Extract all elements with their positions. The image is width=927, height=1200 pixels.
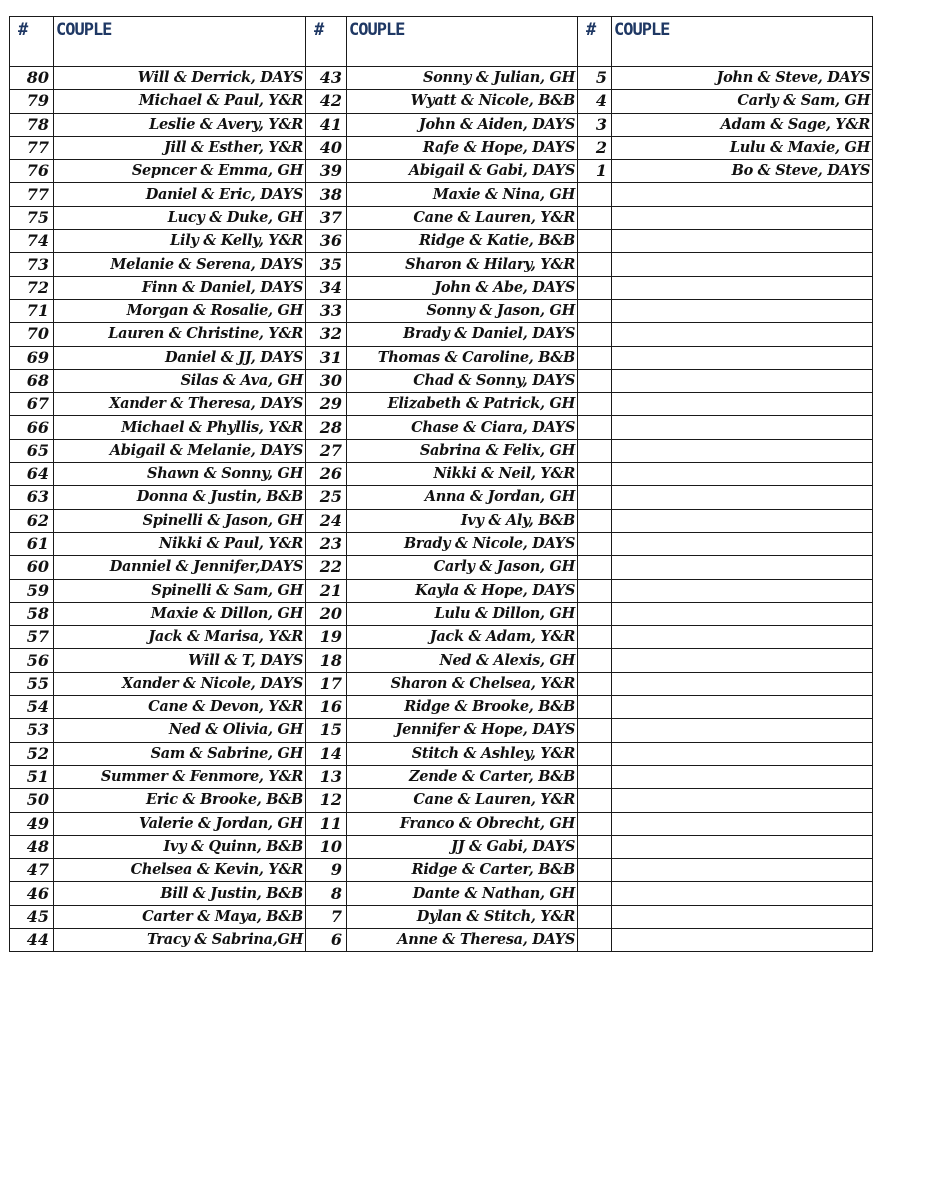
couple-cell <box>612 323 873 346</box>
couple-cell: Chase & Ciara, DAYS <box>347 416 578 439</box>
couple-cell: Rafe & Hope, DAYS <box>347 136 578 159</box>
table-row <box>10 439 873 462</box>
rank-cell: 78 <box>10 113 54 136</box>
rank-cell <box>578 323 612 346</box>
rank-cell: 66 <box>10 416 54 439</box>
couple-cell <box>612 696 873 719</box>
couple-cell: Lulu & Dillon, GH <box>347 602 578 625</box>
rank-cell: 63 <box>10 486 54 509</box>
table-row <box>10 67 873 90</box>
couple-cell: Silas & Ava, GH <box>54 369 306 392</box>
couple-cell <box>612 812 873 835</box>
couple-cell: Ridge & Carter, B&B <box>347 859 578 882</box>
couple-cell: Kayla & Hope, DAYS <box>347 579 578 602</box>
couple-cell: Jack & Adam, Y&R <box>347 626 578 649</box>
couple-cell: Brady & Nicole, DAYS <box>347 532 578 555</box>
table-row <box>10 812 873 835</box>
table-row <box>10 835 873 858</box>
couple-cell: Thomas & Caroline, B&B <box>347 346 578 369</box>
couple-cell: Carly & Sam, GH <box>612 90 873 113</box>
couple-cell: Jack & Marisa, Y&R <box>54 626 306 649</box>
couple-cell: Sharon & Hilary, Y&R <box>347 253 578 276</box>
rank-cell <box>578 626 612 649</box>
couple-cell: Tracy & Sabrina,GH <box>54 928 306 951</box>
rank-cell: 5 <box>578 67 612 90</box>
rank-cell: 22 <box>306 556 347 579</box>
couple-cell <box>612 206 873 229</box>
couple-cell: Spinelli & Sam, GH <box>54 579 306 602</box>
rank-cell <box>578 463 612 486</box>
rank-cell <box>578 765 612 788</box>
rank-cell: 8 <box>306 882 347 905</box>
couple-cell: Carter & Maya, B&B <box>54 905 306 928</box>
rank-cell: 60 <box>10 556 54 579</box>
couple-cell <box>612 299 873 322</box>
table-row <box>10 463 873 486</box>
couple-cell: Michael & Paul, Y&R <box>54 90 306 113</box>
couples-ranking-table <box>9 16 873 952</box>
couple-cell: Brady & Daniel, DAYS <box>347 323 578 346</box>
rank-cell: 54 <box>10 696 54 719</box>
couple-cell: Xander & Nicole, DAYS <box>54 672 306 695</box>
table-row <box>10 532 873 555</box>
couple-header-2: COUPLE <box>347 17 578 67</box>
table-row <box>10 742 873 765</box>
rank-cell <box>578 486 612 509</box>
rank-cell: 31 <box>306 346 347 369</box>
rank-cell: 61 <box>10 532 54 555</box>
rank-cell: 17 <box>306 672 347 695</box>
couple-header-3: COUPLE <box>612 17 873 67</box>
couple-cell: Stitch & Ashley, Y&R <box>347 742 578 765</box>
rank-cell: 23 <box>306 532 347 555</box>
rank-cell <box>578 719 612 742</box>
couple-cell: Sabrina & Felix, GH <box>347 439 578 462</box>
couple-cell <box>612 556 873 579</box>
couple-cell: Ned & Alexis, GH <box>347 649 578 672</box>
couple-cell <box>612 626 873 649</box>
rank-cell: 62 <box>10 509 54 532</box>
rank-cell: 49 <box>10 812 54 835</box>
rank-cell <box>578 812 612 835</box>
rank-cell: 29 <box>306 393 347 416</box>
table-row <box>10 393 873 416</box>
couple-cell: John & Steve, DAYS <box>612 67 873 90</box>
couple-cell: Franco & Obrecht, GH <box>347 812 578 835</box>
couple-cell: Melanie & Serena, DAYS <box>54 253 306 276</box>
couple-cell: Anne & Theresa, DAYS <box>347 928 578 951</box>
couple-cell: Dante & Nathan, GH <box>347 882 578 905</box>
couple-cell: Sonny & Jason, GH <box>347 299 578 322</box>
couple-cell: Jennifer & Hope, DAYS <box>347 719 578 742</box>
table-row <box>10 416 873 439</box>
couple-cell: Finn & Daniel, DAYS <box>54 276 306 299</box>
couple-cell: Daniel & Eric, DAYS <box>54 183 306 206</box>
rank-cell: 73 <box>10 253 54 276</box>
rank-cell: 15 <box>306 719 347 742</box>
rank-cell: 47 <box>10 859 54 882</box>
table-row <box>10 602 873 625</box>
rank-cell <box>578 742 612 765</box>
rank-cell: 79 <box>10 90 54 113</box>
couple-cell: Cane & Devon, Y&R <box>54 696 306 719</box>
couple-cell <box>612 882 873 905</box>
couple-cell <box>612 789 873 812</box>
rank-cell: 28 <box>306 416 347 439</box>
table-row <box>10 183 873 206</box>
rank-cell: 21 <box>306 579 347 602</box>
rank-cell <box>578 579 612 602</box>
rank-cell: 51 <box>10 765 54 788</box>
couple-cell <box>612 532 873 555</box>
couple-cell: Morgan & Rosalie, GH <box>54 299 306 322</box>
couple-cell: Cane & Lauren, Y&R <box>347 206 578 229</box>
rank-cell: 3 <box>578 113 612 136</box>
couple-cell: Lulu & Maxie, GH <box>612 136 873 159</box>
table-row <box>10 905 873 928</box>
rank-cell: 64 <box>10 463 54 486</box>
rank-cell: 10 <box>306 835 347 858</box>
couple-cell: Sonny & Julian, GH <box>347 67 578 90</box>
couple-cell: Will & Derrick, DAYS <box>54 67 306 90</box>
table-row <box>10 346 873 369</box>
couple-cell <box>612 416 873 439</box>
rank-cell: 52 <box>10 742 54 765</box>
rank-cell: 35 <box>306 253 347 276</box>
rank-cell <box>578 253 612 276</box>
couple-cell: Ned & Olivia, GH <box>54 719 306 742</box>
couple-cell: Cane & Lauren, Y&R <box>347 789 578 812</box>
couple-cell <box>612 393 873 416</box>
rank-cell: 18 <box>306 649 347 672</box>
rank-cell <box>578 835 612 858</box>
rank-cell: 34 <box>306 276 347 299</box>
rank-cell <box>578 183 612 206</box>
rank-cell: 27 <box>306 439 347 462</box>
rank-cell: 48 <box>10 835 54 858</box>
couple-cell <box>612 230 873 253</box>
rank-cell <box>578 789 612 812</box>
rank-cell: 68 <box>10 369 54 392</box>
couple-cell <box>612 602 873 625</box>
table-row <box>10 230 873 253</box>
table-row <box>10 369 873 392</box>
rank-cell: 40 <box>306 136 347 159</box>
rank-cell: 80 <box>10 67 54 90</box>
couple-cell: Lauren & Christine, Y&R <box>54 323 306 346</box>
rank-header-1: # <box>10 17 54 67</box>
couple-cell <box>612 719 873 742</box>
couple-cell: Summer & Fenmore, Y&R <box>54 765 306 788</box>
rank-cell: 30 <box>306 369 347 392</box>
couple-cell: Ivy & Aly, B&B <box>347 509 578 532</box>
rank-cell <box>578 672 612 695</box>
rank-cell: 75 <box>10 206 54 229</box>
couple-cell: Chad & Sonny, DAYS <box>347 369 578 392</box>
couple-cell: Michael & Phyllis, Y&R <box>54 416 306 439</box>
rank-header-3: # <box>578 17 612 67</box>
couple-cell <box>612 253 873 276</box>
couple-cell: Lucy & Duke, GH <box>54 206 306 229</box>
rank-cell: 57 <box>10 626 54 649</box>
couple-cell: Sam & Sabrine, GH <box>54 742 306 765</box>
couple-cell: John & Abe, DAYS <box>347 276 578 299</box>
rank-cell: 74 <box>10 230 54 253</box>
rank-cell: 26 <box>306 463 347 486</box>
couple-cell: Jill & Esther, Y&R <box>54 136 306 159</box>
rank-cell: 12 <box>306 789 347 812</box>
couple-cell <box>612 928 873 951</box>
rank-cell: 39 <box>306 160 347 183</box>
rank-cell: 16 <box>306 696 347 719</box>
rank-cell: 69 <box>10 346 54 369</box>
couple-cell: Maxie & Dillon, GH <box>54 602 306 625</box>
couple-cell: Will & T, DAYS <box>54 649 306 672</box>
couple-cell <box>612 276 873 299</box>
table-row <box>10 206 873 229</box>
rank-cell <box>578 299 612 322</box>
couple-cell: Elizabeth & Patrick, GH <box>347 393 578 416</box>
rank-cell: 7 <box>306 905 347 928</box>
couple-cell: Danniel & Jennifer,DAYS <box>54 556 306 579</box>
couple-cell: John & Aiden, DAYS <box>347 113 578 136</box>
rank-cell <box>578 439 612 462</box>
couple-cell <box>612 742 873 765</box>
rank-cell: 59 <box>10 579 54 602</box>
rank-cell: 38 <box>306 183 347 206</box>
table-row <box>10 299 873 322</box>
table-row <box>10 882 873 905</box>
rank-cell: 72 <box>10 276 54 299</box>
table-row <box>10 765 873 788</box>
rank-cell <box>578 393 612 416</box>
table-body <box>10 67 873 952</box>
rank-cell: 37 <box>306 206 347 229</box>
rank-cell: 77 <box>10 136 54 159</box>
rank-cell: 33 <box>306 299 347 322</box>
rank-cell <box>578 230 612 253</box>
couple-cell: Spinelli & Jason, GH <box>54 509 306 532</box>
rank-cell: 19 <box>306 626 347 649</box>
table-row <box>10 160 873 183</box>
couple-cell: Nikki & Paul, Y&R <box>54 532 306 555</box>
rank-cell: 25 <box>306 486 347 509</box>
rank-cell <box>578 905 612 928</box>
table-row <box>10 789 873 812</box>
couple-cell: Adam & Sage, Y&R <box>612 113 873 136</box>
couple-cell: Daniel & JJ, DAYS <box>54 346 306 369</box>
rank-cell: 24 <box>306 509 347 532</box>
couple-cell <box>612 905 873 928</box>
couple-cell: Ivy & Quinn, B&B <box>54 835 306 858</box>
couple-cell: Valerie & Jordan, GH <box>54 812 306 835</box>
couple-cell <box>612 369 873 392</box>
table-row <box>10 509 873 532</box>
couple-cell: Ridge & Brooke, B&B <box>347 696 578 719</box>
rank-cell <box>578 928 612 951</box>
couple-cell <box>612 672 873 695</box>
rank-cell <box>578 416 612 439</box>
couple-cell <box>612 859 873 882</box>
couple-cell: Sepncer & Emma, GH <box>54 160 306 183</box>
couple-cell: JJ & Gabi, DAYS <box>347 835 578 858</box>
rank-cell: 50 <box>10 789 54 812</box>
couple-cell: Chelsea & Kevin, Y&R <box>54 859 306 882</box>
header-row <box>10 17 873 67</box>
couple-cell: Ridge & Katie, B&B <box>347 230 578 253</box>
rank-cell: 9 <box>306 859 347 882</box>
rank-cell: 1 <box>578 160 612 183</box>
couple-cell: Sharon & Chelsea, Y&R <box>347 672 578 695</box>
rank-cell: 45 <box>10 905 54 928</box>
rank-cell: 20 <box>306 602 347 625</box>
couple-cell: Eric & Brooke, B&B <box>54 789 306 812</box>
couple-header-1: COUPLE <box>54 17 306 67</box>
couple-cell: Shawn & Sonny, GH <box>54 463 306 486</box>
couple-cell <box>612 439 873 462</box>
couple-cell <box>612 183 873 206</box>
rank-cell: 6 <box>306 928 347 951</box>
rank-cell: 43 <box>306 67 347 90</box>
rank-cell: 41 <box>306 113 347 136</box>
couple-cell <box>612 649 873 672</box>
couple-cell <box>612 346 873 369</box>
rank-cell: 2 <box>578 136 612 159</box>
rank-cell: 13 <box>306 765 347 788</box>
couple-cell: Leslie & Avery, Y&R <box>54 113 306 136</box>
couple-cell <box>612 835 873 858</box>
table-row <box>10 113 873 136</box>
couple-cell: Dylan & Stitch, Y&R <box>347 905 578 928</box>
couple-cell: Maxie & Nina, GH <box>347 183 578 206</box>
table-row <box>10 859 873 882</box>
rank-cell: 4 <box>578 90 612 113</box>
table-row <box>10 276 873 299</box>
table-row <box>10 486 873 509</box>
rank-cell: 53 <box>10 719 54 742</box>
rank-cell: 70 <box>10 323 54 346</box>
table-row <box>10 672 873 695</box>
rank-cell: 67 <box>10 393 54 416</box>
table-row <box>10 136 873 159</box>
rank-cell: 56 <box>10 649 54 672</box>
rank-cell: 55 <box>10 672 54 695</box>
couple-cell <box>612 463 873 486</box>
rank-cell: 65 <box>10 439 54 462</box>
couple-cell: Abigail & Gabi, DAYS <box>347 160 578 183</box>
rank-cell <box>578 509 612 532</box>
couple-cell: Wyatt & Nicole, B&B <box>347 90 578 113</box>
rank-cell <box>578 882 612 905</box>
couple-cell: Anna & Jordan, GH <box>347 486 578 509</box>
table-row <box>10 579 873 602</box>
rank-cell: 71 <box>10 299 54 322</box>
rank-cell <box>578 346 612 369</box>
table-row <box>10 90 873 113</box>
table-row <box>10 253 873 276</box>
couple-cell: Lily & Kelly, Y&R <box>54 230 306 253</box>
rank-cell: 58 <box>10 602 54 625</box>
rank-cell <box>578 532 612 555</box>
rank-cell <box>578 602 612 625</box>
rank-cell <box>578 206 612 229</box>
rank-cell: 14 <box>306 742 347 765</box>
table-row <box>10 323 873 346</box>
table-row <box>10 696 873 719</box>
rank-header-2: # <box>306 17 347 67</box>
rank-cell: 36 <box>306 230 347 253</box>
couple-cell: Zende & Carter, B&B <box>347 765 578 788</box>
rank-cell <box>578 696 612 719</box>
rank-cell: 42 <box>306 90 347 113</box>
rank-cell: 76 <box>10 160 54 183</box>
couple-cell: Donna & Justin, B&B <box>54 486 306 509</box>
couple-cell <box>612 486 873 509</box>
table-row <box>10 556 873 579</box>
rank-cell: 11 <box>306 812 347 835</box>
rank-cell: 77 <box>10 183 54 206</box>
couple-cell: Carly & Jason, GH <box>347 556 578 579</box>
rank-cell <box>578 649 612 672</box>
couple-cell <box>612 765 873 788</box>
rank-cell: 32 <box>306 323 347 346</box>
couple-cell: Bo & Steve, DAYS <box>612 160 873 183</box>
rank-cell <box>578 369 612 392</box>
rank-cell: 46 <box>10 882 54 905</box>
couple-cell <box>612 509 873 532</box>
rank-cell <box>578 556 612 579</box>
table-row <box>10 626 873 649</box>
couple-cell: Abigail & Melanie, DAYS <box>54 439 306 462</box>
couple-cell: Bill & Justin, B&B <box>54 882 306 905</box>
rank-cell: 44 <box>10 928 54 951</box>
couple-cell <box>612 579 873 602</box>
table-row <box>10 719 873 742</box>
rank-cell <box>578 859 612 882</box>
couple-cell: Xander & Theresa, DAYS <box>54 393 306 416</box>
rank-cell <box>578 276 612 299</box>
table-row <box>10 649 873 672</box>
table-row <box>10 928 873 951</box>
couple-cell: Nikki & Neil, Y&R <box>347 463 578 486</box>
